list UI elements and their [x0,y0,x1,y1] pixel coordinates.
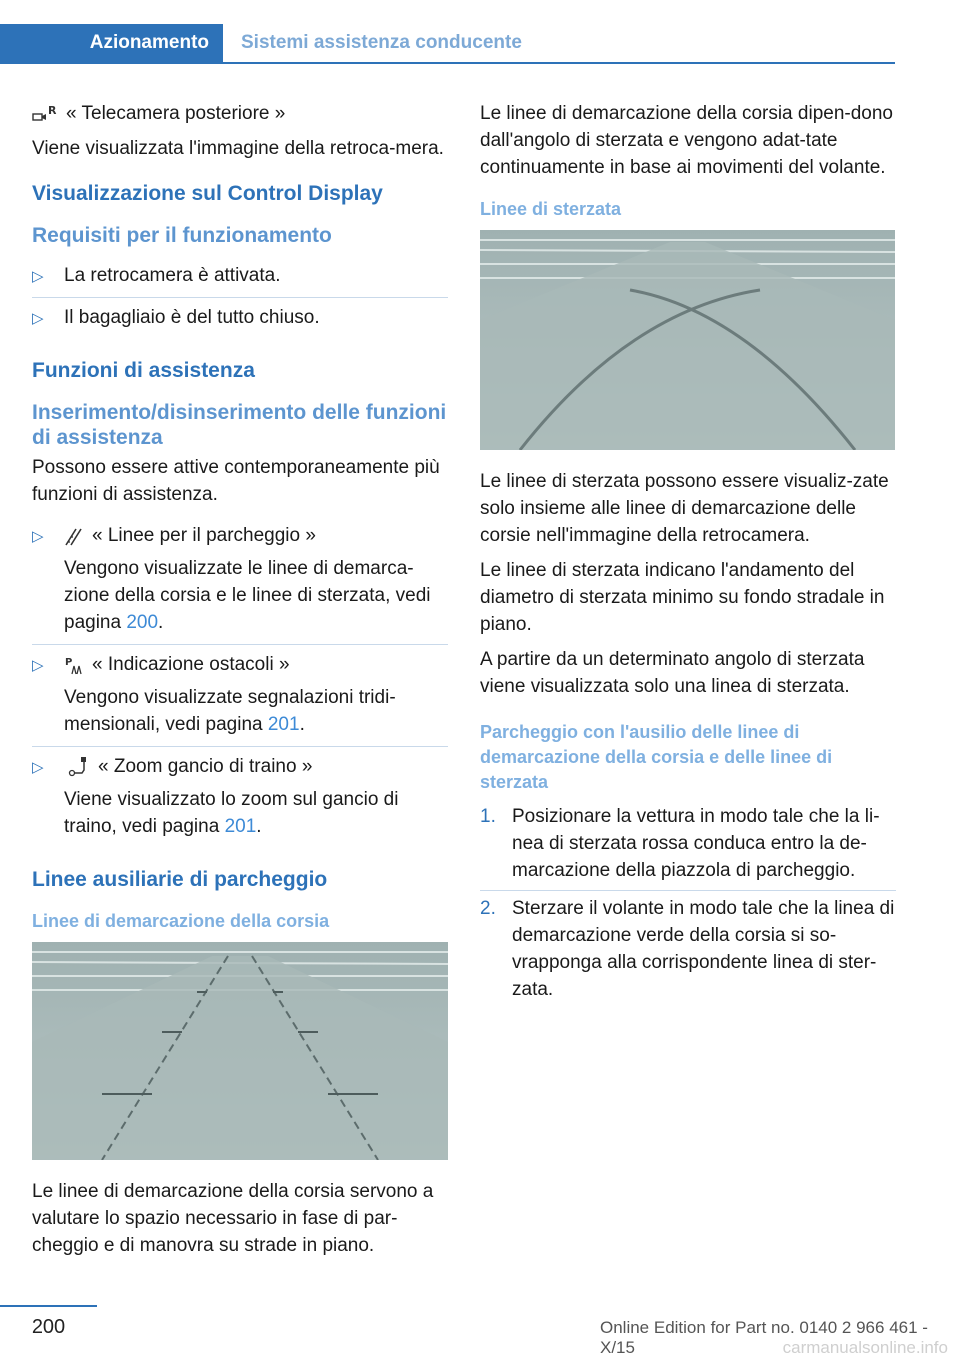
list-item: ▷ « Zoom gancio di traino » Viene visualizzato lo zoom sul gancio di traino, vedi pagina 201. [32,756,399,837]
parking-lines-icon [64,525,84,547]
tow-hitch-icon [64,756,90,778]
requisiti-list [32,256,448,339]
list-item: ▷ Il bagagliaio è del tutto chiuso. [32,298,448,339]
funzioni-list [32,516,448,848]
left-column [32,100,448,1267]
triangle-bullet-icon: ▷ [32,268,44,285]
rear-camera-icon [32,103,58,125]
triangle-bullet-icon: ▷ [32,528,44,545]
page-number: 200 [31,1316,66,1338]
steering-lines-image [480,230,895,450]
svg-text:R: R [48,103,57,117]
obstacle-marking-icon [64,654,84,676]
edition-text: Online Edition for Part no. 0140 2 966 461 - X/15 [600,1318,928,1357]
sterzata-p3: A partire da un determinato angolo di sterzata viene visualizzata solo una linea di sterzata. [480,649,865,697]
list-item: ▷ La retrocamera è attivata. [32,256,448,298]
right-intro: Le linee di demarcazione della corsia dipen-dono dall'angolo di sterzata e vengono adat-tate continuamente in base ai movimenti del volante. [480,103,893,178]
sterzata-p1: Le linee di sterzata possono essere visualiz-zate solo insieme alle linee di demarcazione delle corsie nell'immagine della retrocamera. [480,471,889,546]
list-item: ▷ P « Indicazione ostacoli » Vengono visualizzate segnalazioni tridi-mensionali, vedi pagina 201. [32,645,448,747]
heading-linee-demarcazione: Linee di demarcazione della corsia [32,911,330,931]
heading-funzioni: Funzioni di assistenza [32,359,255,382]
list-item: 1. Posizionare la vettura in modo tale che la li-nea di sterzata rossa conduca entro la de-marcazione della piazzola di parcheggio. [480,803,896,891]
tab-sistemi-assistenza[interactable]: Sistemi assistenza conducente [241,32,522,53]
page-ref-link[interactable]: 201 [267,714,300,735]
heading-linee-sterzata: Linee di sterzata [480,199,622,219]
parcheggio-steps [480,803,896,1009]
heading-requisiti: Requisiti per il funzionamento [32,224,332,247]
right-column [480,100,896,1013]
lane-markings-image [32,942,448,1160]
watermark: carmanualsonline.info [782,1338,948,1357]
chapter-header [0,24,895,64]
page-ref-link[interactable]: 201 [224,816,257,837]
heading-control-display: Visualizzazione sul Control Display [32,182,383,205]
sterzata-p2: Le linee di sterzata indicano l'andamento del diametro di sterzata minimo su fondo stradale in piano. [480,560,885,635]
tab-azionamento[interactable]: Azionamento [0,24,223,62]
svg-text:P: P [65,656,73,668]
demarcazione-text: Le linee di demarcazione della corsia servono a valutare lo spazio necessario in fase di par-cheggio e di manovra su strade in piano. [32,1181,434,1256]
triangle-bullet-icon: ▷ [32,657,44,674]
list-item: 2. Sterzare il volante in modo tale che la linea di demarcazione verde della corsia si so-vrapponga alla corrispondente linea di ster-zata. [480,898,895,1000]
camera-option-desc: Viene visualizzata l'immagine della retroca-mera. [32,138,444,159]
heading-parcheggio: Parcheggio con l'ausilio delle linee di demarcazione della corsia e delle linee di sterzata [480,722,833,792]
heading-inserimento: Inserimento/disinserimento delle funzioni di assistenza [32,401,447,449]
list-item: ▷ « Linee per il parcheggio » Vengono visualizzate le linee di demarca-zione della corsia e le linee di sterzata, vedi pagina 200. [32,516,448,645]
funzioni-intro: Possono essere attive contemporaneamente più funzioni di assistenza. [32,457,440,505]
page-ref-link[interactable]: 200 [126,612,159,633]
heading-linee-ausiliarie: Linee ausiliarie di parcheggio [32,868,328,891]
triangle-bullet-icon: ▷ [32,310,44,327]
footer-divider [0,1305,97,1307]
camera-option [32,100,448,127]
triangle-bullet-icon: ▷ [32,759,44,776]
camera-option-label: « Telecamera posteriore » [66,103,286,124]
